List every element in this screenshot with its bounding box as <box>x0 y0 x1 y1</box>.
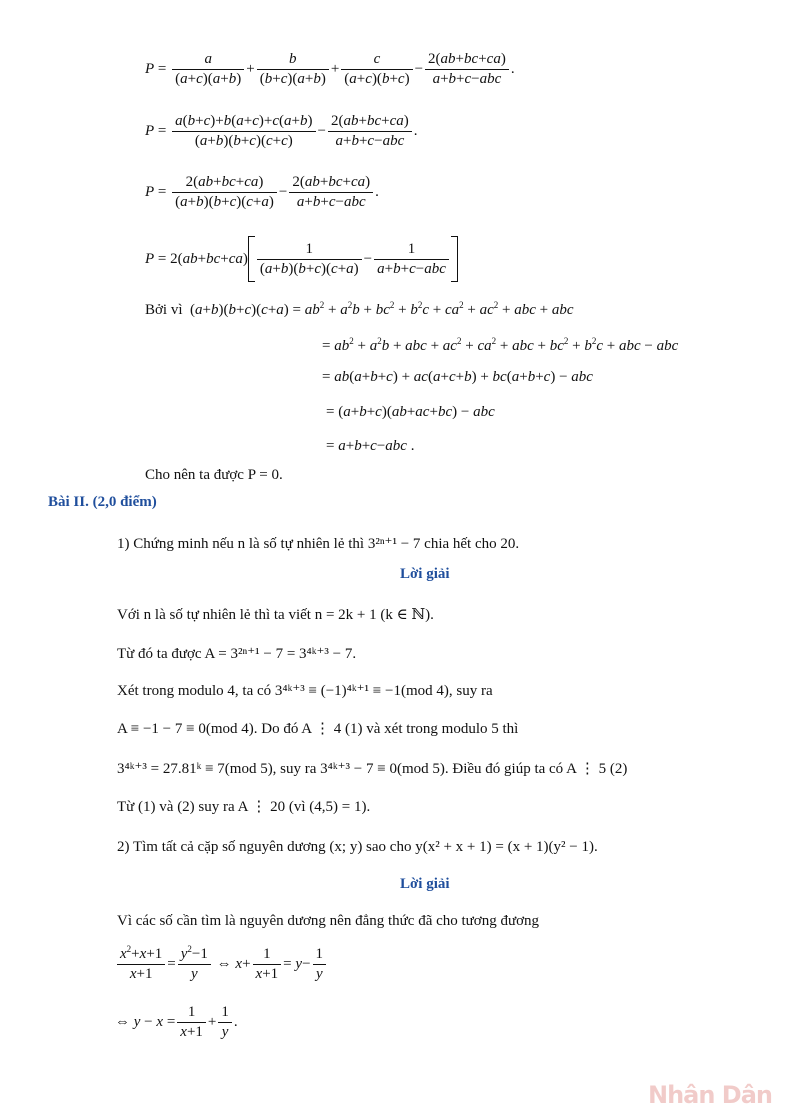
section-heading: Bài II. (2,0 điểm) <box>48 494 157 510</box>
equation-p-3: P = $\frac{2(ab+bc+ca)}{(a+b)(b+c)(c+a)}$ − $\frac{2(ab+bc+ca)}{\text{a+b+c−abc}}$ . <box>145 174 379 210</box>
problem-2: 2) Tìm tất cả cặp số nguyên dương (x; y) sao cho y(x² + x + 1) = (x + 1)(y² − 1). <box>117 839 598 855</box>
solution-2-line-1: Vì các số cần tìm là nguyên dương nên đẳng thức đã cho tương đương <box>117 913 540 929</box>
watermark-logo: Nhân Dân <box>647 1081 772 1109</box>
solution-label-1: Lời giải <box>400 566 450 582</box>
solution-2-equation-1: $\frac{x^2+x+1}{x+1}$ = $\frac{y^2-1}{y}$ ⇔ x + $\frac{1}{x+1}$ = y − $\frac{1}{y}$ <box>115 945 328 984</box>
solution-1-line-5: 3⁴ᵏ⁺³ = 27.81ᵏ ≡ 7(mod 5), suy ra 3⁴ᵏ⁺³ − 7 ≡ 0(mod 5). Điều đó giúp ta có A ⋮ 5 (2) <box>117 761 628 777</box>
solution-1-line-2: Từ đó ta được A = 3²ⁿ⁺¹ − 7 = 3⁴ᵏ⁺³ − 7. <box>117 646 357 662</box>
expansion-line-5: = a+b+c−abc . <box>326 438 415 454</box>
solution-label-2: Lời giải <box>400 876 450 892</box>
solution-1-line-4: A ≡ −1 − 7 ≡ 0(mod 4). Do đó A ⋮ 4 (1) và xét trong modulo 5 thì <box>117 721 519 737</box>
equation-p-4: P = 2( ab + bc + ca ) $\frac{1}{(a+b)(b+c)(c+a)}$ − $\frac{1}{\text{a+b+c−abc}}$ <box>145 236 458 282</box>
expansion-line-3: = ab(a+b+c) + ac(a+c+b) + bc(a+b+c) − abc <box>322 369 593 385</box>
solution-1-line-1: Với n là số tự nhiên lẻ thì ta viết n = 2k + 1 (k ∈ ℕ). <box>117 607 434 623</box>
solution-1-line-3: Xét trong modulo 4, ta có 3⁴ᵏ⁺³ ≡ (−1)⁴ᵏ⁺¹ ≡ −1(mod 4), suy ra <box>117 683 493 699</box>
expansion-line-1: Bởi vì $(a+b)(b+c)(c+a) = ab^2 + a^2b + bc^2 + b^2c + ca^2 + ac^2$ + abc + abc <box>145 300 574 318</box>
expansion-line-4: = (a+b+c)(ab+ac+bc) − abc <box>326 404 495 420</box>
solution-2-equation-2: ⇔ y − x = $\frac{1}{x+1}$ + $\frac{1}{y}$ . <box>115 1004 238 1040</box>
solution-1-line-6: Từ (1) và (2) suy ra A ⋮ 20 (vì (4,5) = 1). <box>117 799 371 815</box>
equation-p-2: P = $\frac{a(b+c)+b(a+c)+c(a+b)}{(a+b)(b+c)(c+c)}$ − $\frac{2(ab+bc+ca)}{\text{a+b+c−abc}}$ . <box>145 113 418 149</box>
expansion-line-2: = $ab^2 + a^2b$ + abc + $ac^2 + ca^2$ + abc + $bc^2 + b^2c$ + abc − abc <box>322 336 679 354</box>
problem-1: 1) Chứng minh nếu n là số tự nhiên lẻ thì 3²ⁿ⁺¹ − 7 chia hết cho 20. <box>117 536 520 552</box>
conclusion-text: Cho nên ta được P = 0. <box>145 467 283 483</box>
equation-p-1: P = $\frac{a}{(a+c)(a+b)}$ + $\frac{b}{(b+c)(a+b)}$ + $\frac{c}{(a+c)(b+c)}$ − $\frac{2(ab+bc+ca)}{\text{a+b+c−abc}}$ . <box>145 51 515 87</box>
